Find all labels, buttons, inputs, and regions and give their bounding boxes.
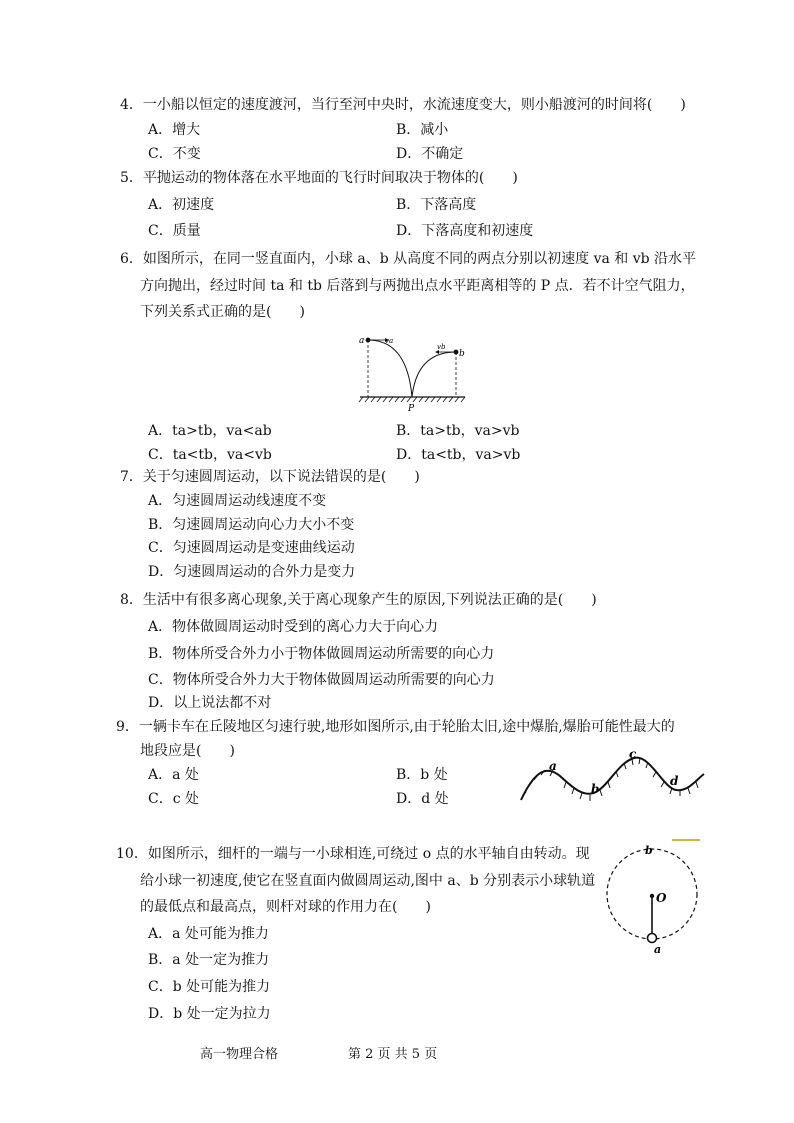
q6-stem-line-1: 6．如图所示，在同一竖直面内，小球 a、b 从高度不同的两点分别以初速度 va 和 vb 沿水平 — [120, 251, 697, 267]
q6-projectile-figure — [355, 330, 470, 415]
q5-option-a: A．初速度 — [148, 197, 215, 213]
footer-subject: 高一物理合格 — [200, 1047, 279, 1062]
q9-label-b: b — [591, 782, 600, 796]
q6-trajectory-a — [368, 340, 412, 397]
q9-option-a: A．a 处 — [148, 767, 199, 783]
q6-label-a: a — [359, 336, 365, 346]
q5-option-c: C．质量 — [148, 223, 201, 239]
q6-option-b: B．ta>tb，va>vb — [396, 423, 520, 439]
q8-option-b: B．物体所受合外力小于物体做圆周运动所需要的向心力 — [148, 646, 495, 662]
q9-terrain-figure — [518, 748, 708, 808]
q10-circle-figure — [598, 836, 708, 956]
q6-stem-line-2: 方向抛出，经过时间 ta 和 tb 后落到与两抛出点水平距离相等的 P 点．若不计空气阻力， — [140, 278, 695, 294]
q9-stem-line-2: 地段应是( ) — [140, 743, 235, 759]
q9-option-d: D．d 处 — [396, 791, 449, 807]
q4-option-d: D．不确定 — [396, 146, 464, 162]
q9-label-a: a — [549, 759, 557, 773]
q6-option-a: A．ta>tb，va<ab — [148, 423, 272, 439]
q6-ball-b — [454, 350, 459, 355]
q10-option-d: D．b 处一定为拉力 — [148, 1006, 271, 1022]
q7-stem: 7．关于匀速圆周运动，以下说法错误的是( ) — [120, 469, 420, 485]
q7-option-b: B．匀速圆周运动向心力大小不变 — [148, 517, 355, 533]
q7-option-c: C．匀速圆周运动是变速曲线运动 — [148, 540, 355, 556]
q6-label-p: P — [408, 404, 415, 414]
q8-stem: 8．生活中有很多离心现象,关于离心现象产生的原因,下列说法正确的是( ) — [120, 592, 597, 608]
q10-pivot-o — [650, 894, 654, 898]
q10-label-a: a — [654, 943, 662, 956]
footer-page-number: 第 2 页 共 5 页 — [348, 1047, 438, 1062]
q6-label-b: b — [459, 349, 465, 359]
q10-ball — [648, 934, 657, 943]
q5-option-b: B．下落高度 — [396, 197, 477, 213]
q6-ball-a — [366, 338, 371, 343]
q7-option-a: A．匀速圆周运动线速度不变 — [148, 493, 327, 509]
q10-option-a: A．a 处可能为推力 — [148, 926, 269, 942]
q9-option-c: C．c 处 — [148, 791, 200, 807]
q10-label-o: O — [656, 891, 667, 905]
q4-stem: 4．一小船以恒定的速度渡河，当行至河中央时，水流速度变大，则小船渡河的时间将( ) — [120, 97, 686, 113]
q10-option-b: B．a 处一定为推力 — [148, 952, 270, 968]
q9-stem-line-1: 9．一辆卡车在丘陵地区匀速行驶,地形如图所示,由于轮胎太旧,途中爆胎,爆胎可能性最大的 — [116, 719, 675, 735]
q6-option-d: D．ta<tb，va>vb — [396, 447, 521, 463]
q7-option-d: D．匀速圆周运动的合外力是变力 — [148, 564, 356, 580]
q6-label-va: va — [385, 337, 394, 345]
q4-option-a: A．增大 — [148, 122, 201, 138]
q9-label-c: c — [629, 748, 637, 761]
q8-option-c: C．物体所受合外力大于物体做圆周运动所需要的向心力 — [148, 672, 495, 688]
q6-ground-hatch — [359, 397, 465, 402]
q10-label-b: b — [645, 844, 653, 857]
q9-option-b: B．b 处 — [396, 767, 448, 783]
q9-label-d: d — [670, 774, 679, 788]
q8-option-a: A．物体做圆周运动时受到的离心力大于向心力 — [148, 619, 439, 635]
q10-stem-line-1: 10．如图所示，细杆的一端与一小球相连,可绕过 o 点的水平轴自由转动。现 — [116, 846, 590, 862]
q5-stem: 5．平抛运动的物体落在水平地面的飞行时间取决于物体的( ) — [120, 170, 518, 186]
q5-option-d: D．下落高度和初速度 — [396, 223, 534, 239]
q6-stem-line-3: 下列关系式正确的是( ) — [140, 304, 305, 320]
q10-stem-line-3: 的最低点和最高点，则杆对球的作用力在( ) — [140, 899, 431, 915]
q6-trajectory-b — [412, 352, 456, 397]
q10-stem-line-2: 给小球一初速度,使它在竖直面内做圆周运动,图中 a、b 分别表示小球轨道 — [140, 873, 596, 889]
q4-option-b: B．减小 — [396, 122, 449, 138]
q10-option-c: C．b 处可能为推力 — [148, 979, 271, 995]
q6-option-c: C．ta<tb，va<vb — [148, 447, 272, 463]
q4-option-c: C．不变 — [148, 146, 201, 162]
q6-label-vb: vb — [437, 343, 446, 351]
q8-option-d: D．以上说法都不对 — [148, 695, 272, 711]
